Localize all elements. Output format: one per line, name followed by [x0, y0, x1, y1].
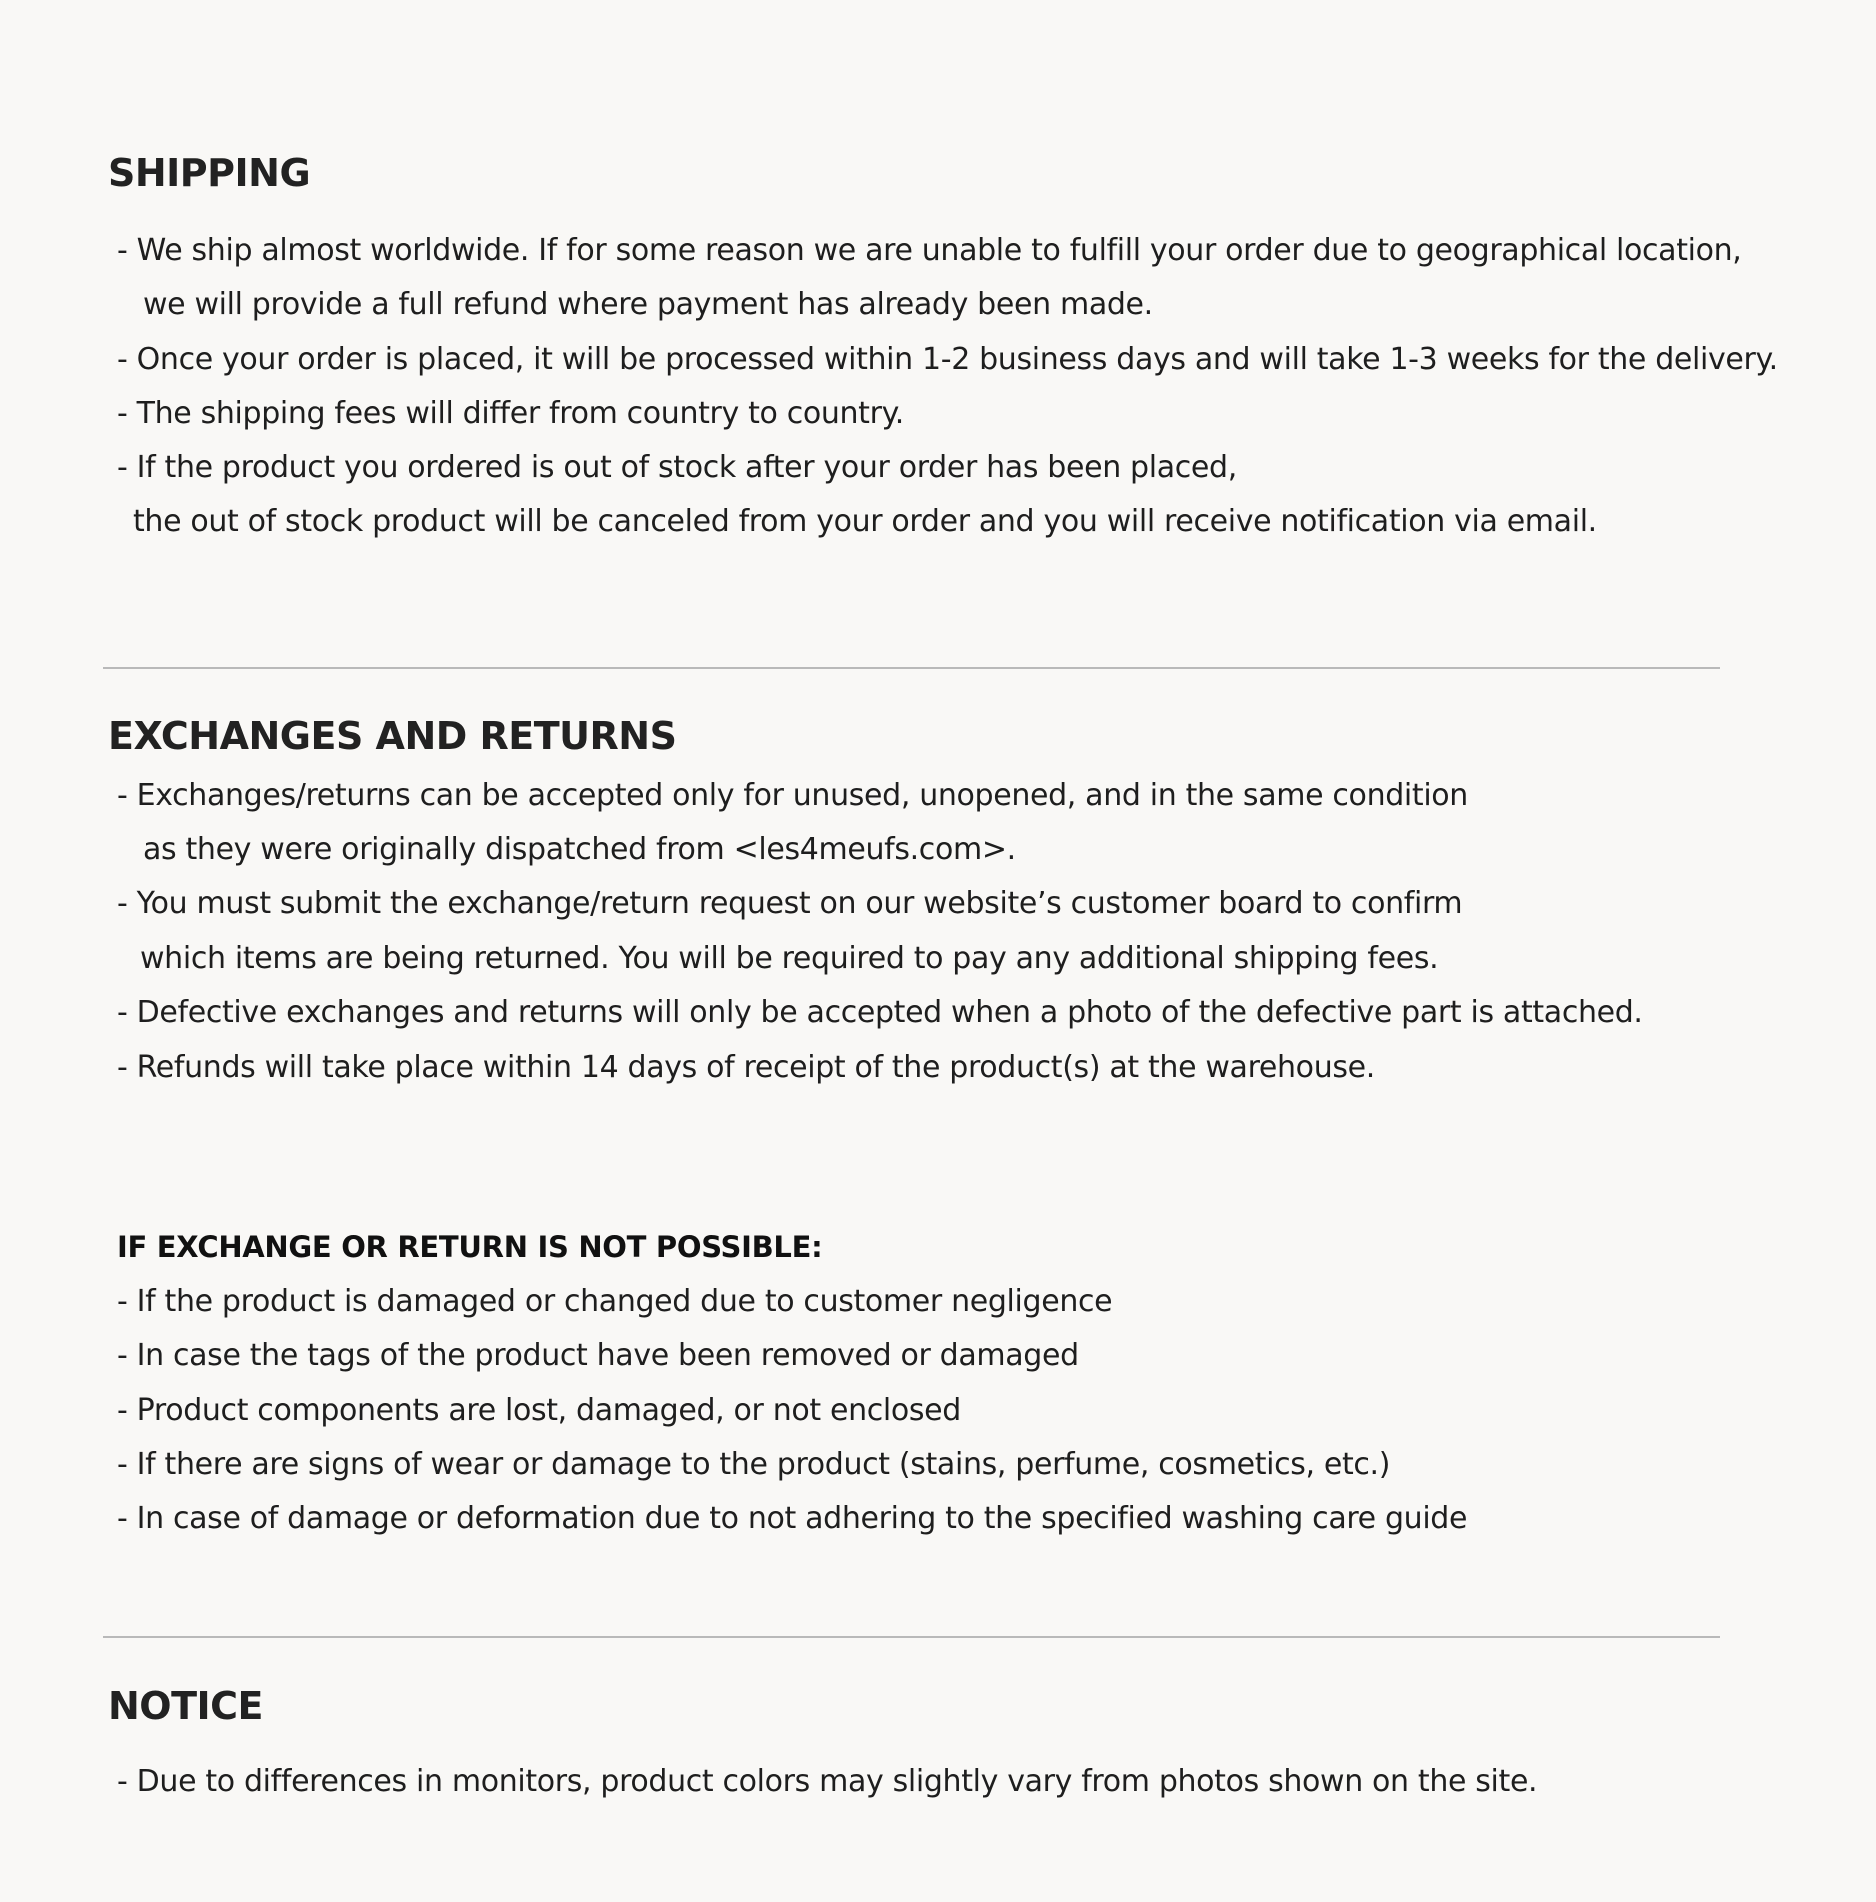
notice-heading: NOTICE [108, 1684, 264, 1728]
not-possible-line-3: - Product components are lost, damaged, or not enclosed [117, 1393, 961, 1428]
not-possible-line-4: - If there are signs of wear or damage to the product (stains, perfume, cosmetics, etc.) [117, 1447, 1391, 1482]
not-possible-line-5: - In case of damage or deformation due to not adhering to the specified washing care guide [117, 1501, 1468, 1536]
section-divider [103, 1636, 1720, 1638]
shipping-line-1: - We ship almost worldwide. If for some reason we are unable to fulfill your order due to geographical location, [117, 233, 1742, 268]
exchanges-line-2: as they were originally dispatched from <les4meufs.com>. [143, 832, 1016, 867]
shipping-line-6: the out of stock product will be canceled from your order and you will receive notification via email. [133, 504, 1597, 539]
not-possible-line-1: - If the product is damaged or changed due to customer negligence [117, 1284, 1113, 1319]
shipping-line-5: - If the product you ordered is out of stock after your order has been placed, [117, 450, 1237, 485]
exchanges-line-4: which items are being returned. You will be required to pay any additional shipping fees. [140, 941, 1439, 976]
shipping-heading: SHIPPING [108, 151, 311, 195]
exchanges-line-6: - Refunds will take place within 14 days of receipt of the product(s) at the warehouse. [117, 1050, 1375, 1085]
shipping-line-3: - Once your order is placed, it will be processed within 1-2 business days and will take 1-3 weeks for the delivery. [117, 342, 1778, 377]
shipping-line-2: we will provide a full refund where payment has already been made. [143, 287, 1153, 322]
exchanges-line-5: - Defective exchanges and returns will only be accepted when a photo of the defective part is attached. [117, 995, 1643, 1030]
not-possible-heading: IF EXCHANGE OR RETURN IS NOT POSSIBLE: [117, 1230, 823, 1264]
shipping-line-4: - The shipping fees will differ from country to country. [117, 396, 904, 431]
exchanges-line-3: - You must submit the exchange/return request on our website’s customer board to confirm [117, 886, 1463, 921]
exchanges-heading: EXCHANGES AND RETURNS [108, 714, 677, 758]
not-possible-line-2: - In case the tags of the product have been removed or damaged [117, 1338, 1079, 1373]
section-divider [103, 667, 1720, 669]
notice-line-1: - Due to differences in monitors, product colors may slightly vary from photos shown on the site. [117, 1764, 1538, 1799]
exchanges-line-1: - Exchanges/returns can be accepted only for unused, unopened, and in the same condition [117, 778, 1468, 813]
